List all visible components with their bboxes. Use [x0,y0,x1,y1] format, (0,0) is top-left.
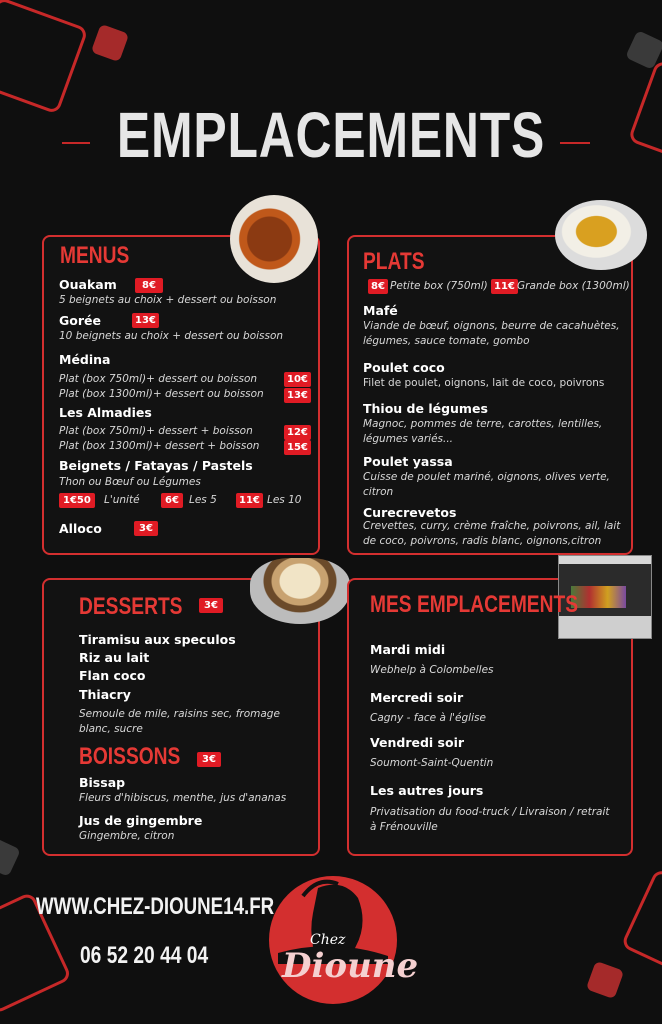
emplacement-mardi-day: Mardi midi [370,642,446,657]
menu-goree-name: Gorée [59,313,101,328]
menu-medina-price1: 10€ [284,372,311,387]
menu-beignets-label-5: Les 5 [189,494,217,506]
menu-beignets-name: Beignets / Fatayas / Pastels [59,458,253,473]
menu-ouakam-price: 8€ [135,278,163,293]
boisson-gingembre-name: Jus de gingembre [79,813,203,828]
menu-medina-name: Médina [59,352,111,367]
menu-beignets-label-10: Les 10 [267,494,302,506]
menu-beignets-price-5: 6€ [161,493,183,508]
website-link[interactable]: WWW.CHEZ-DIOUNE14.FR [36,893,275,920]
menu-almadies-line1: Plat (box 750ml)+ dessert + boisson [59,425,253,437]
logo-text-chez: Chez [310,932,346,948]
plat-yassa-desc: Cuisse de poulet mariné, oignons, olives verte, citron [363,471,610,498]
plat-poulet-coco-name: Poulet coco [363,360,445,375]
menu-medina-line2: Plat (box 1300ml)+ dessert ou boisson [59,388,264,400]
plats-price-large: 11€ [491,279,518,294]
menu-medina-price2: 13€ [284,388,311,403]
decor-square-red [91,24,129,62]
plat-curecrevetos-name: Curecrevetos [363,505,457,520]
plats-label-small: Petite box (750ml) [390,280,488,292]
menu-almadies-line2: Plat (box 1300ml)+ dessert + boisson [59,440,260,452]
emplacement-autres-place: Privatisation du food-truck / Livraison / retrait à Frénouville [370,806,610,833]
boisson-bissap-name: Bissap [79,775,126,790]
decor-square-outline-bottom-right [620,868,662,978]
boisson-bissap-desc: Fleurs d'hibiscus, menthe, jus d'ananas [79,792,287,804]
desserts-price: 3€ [199,598,223,613]
plats-price-small: 8€ [368,279,388,294]
dessert-riz-au-lait: Riz au lait [79,650,150,665]
menu-almadies-price1: 12€ [284,425,311,440]
menu-alloco-price: 3€ [134,521,158,536]
menu-goree-price: 13€ [132,313,159,328]
logo-text-dioune: Dioune [282,946,419,986]
plat-curecrevetos-desc: Crevettes, curry, crème fraîche, poivrons, ail, lait de coco, poivrons, radis blanc, oignons,citron [363,520,621,547]
menu-beignets-price-10: 11€ [236,493,263,508]
dessert-tiramisu: Tiramisu aux speculos [79,632,236,647]
menu-beignets-price-unit: 1€50 [59,493,95,508]
food-image-rice [555,200,647,270]
emplacement-mercredi-day: Mercredi soir [370,690,464,705]
emplacement-vendredi-place: Soumont-Saint-Quentin [370,757,494,769]
decor-square-outline-right [628,60,662,167]
boissons-title: BOISSONS [79,743,181,770]
menu-medina-line1: Plat (box 750ml)+ dessert ou boisson [59,373,258,385]
plat-mafe-desc: Viande de bœuf, oignons, beurre de cacahuètes, légumes, sauce tomate, gombo [363,320,620,347]
plats-title: PLATS [363,248,425,275]
menu-goree-desc: 10 beignets au choix + dessert ou boisson [59,330,284,342]
dessert-flan-coco: Flan coco [79,668,146,683]
emplacement-mardi-place: Webhelp à Colombelles [370,664,494,676]
plat-mafe-name: Mafé [363,303,398,318]
emplacement-mercredi-place: Cagny - face à l'église [370,712,486,724]
plat-poulet-coco-desc: Filet de poulet, oignons, lait de coco, poivrons [363,377,605,389]
plat-yassa-name: Poulet yassa [363,454,453,469]
menu-ouakam-name: Ouakam [59,277,117,292]
plats-label-large: Grande box (1300ml) [517,280,630,292]
food-truck-window [571,586,626,608]
plat-thiou-desc: Magnoc, pommes de terre, carottes, lentilles, légumes variés... [363,418,603,445]
menu-almadies-price2: 15€ [284,440,311,455]
food-image-plantain [230,195,318,283]
phone-number[interactable]: 06 52 20 44 04 [80,942,209,969]
boisson-gingembre-desc: Gingembre, citron [79,830,175,842]
emplacements-title: MES EMPLACEMENTS [370,591,579,618]
page-title: EMPLACEMENTS [116,99,546,171]
emplacement-vendredi-day: Vendredi soir [370,735,465,750]
decor-square-gray-left [0,837,21,877]
menu-beignets-label-unit: L'unité [104,494,140,506]
menu-alloco-name: Alloco [59,521,102,536]
boissons-price: 3€ [197,752,221,767]
logo [258,868,419,1008]
dessert-thiacry: Thiacry [79,687,131,702]
emplacement-autres-day: Les autres jours [370,783,484,798]
desserts-title: DESSERTS [79,593,183,620]
plat-thiou-name: Thiou de légumes [363,401,488,416]
dessert-thiacry-desc: Semoule de mile, raisins sec, fromage blanc, sucre [79,708,280,735]
food-image-dessert [250,558,350,624]
decor-square-red-bottom [586,961,624,999]
menu-almadies-name: Les Almadies [59,405,152,420]
menus-title: MENUS [60,242,130,269]
menu-beignets-desc: Thon ou Bœuf ou Légumes [59,476,201,488]
menu-ouakam-desc: 5 beignets au choix + dessert ou boisson [59,294,277,306]
